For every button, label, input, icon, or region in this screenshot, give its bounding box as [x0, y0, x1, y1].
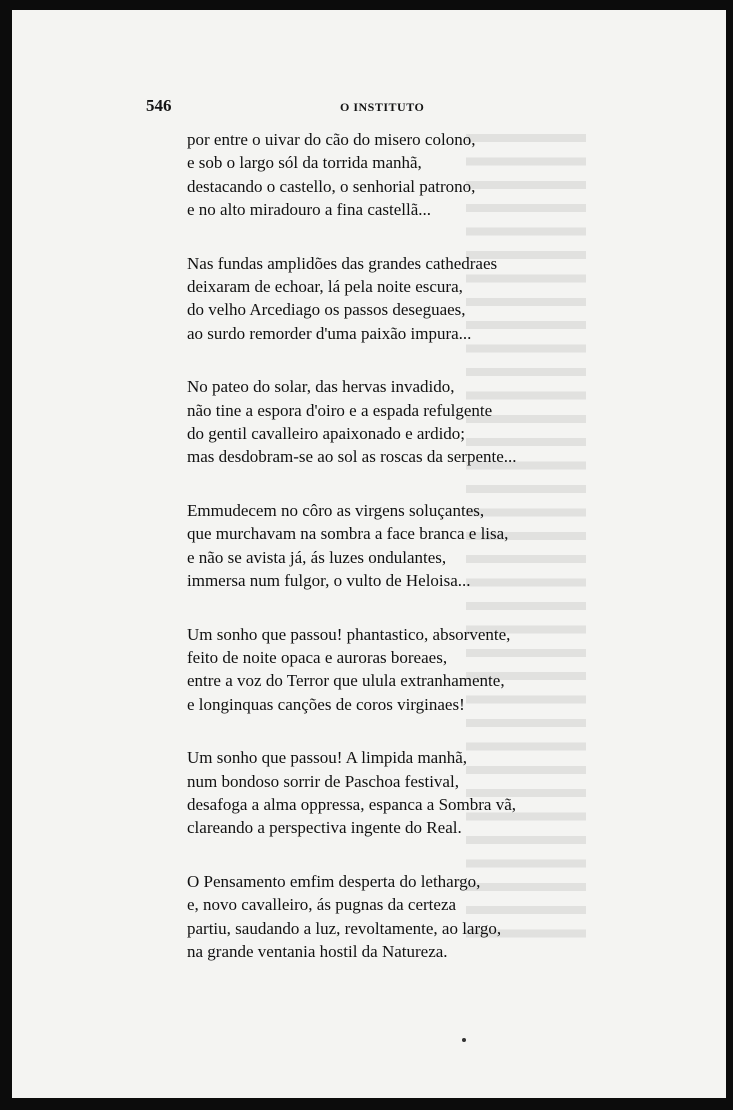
poem-line: feito de noite opaca e auroras boreaes, [187, 647, 448, 667]
poem-line: deixaram de echoar, lá pela noite escura, [187, 277, 463, 297]
stanza [187, 375, 607, 469]
poem-line: que murchavam na sombra a face branca e lisa, [187, 524, 509, 544]
poem-line: na grande ventania hostil da Natureza. [187, 941, 448, 961]
poem-line: entre a voz do Terror que ulula extranhamente, [187, 671, 505, 691]
poem-line: No pateo do solar, das hervas invadido, [187, 377, 455, 397]
stanza [187, 870, 607, 964]
page-header [12, 96, 726, 120]
book-page [12, 10, 726, 1098]
poem-line: immersa num fulgor, o vulto de Heloisa... [187, 571, 471, 591]
page-number: 546 [146, 96, 172, 115]
poem-line: partiu, saudando a luz, revoltamente, ao largo, [187, 918, 502, 938]
poem-line: não tine a espora d'oiro e a espada refulgente [187, 400, 493, 420]
ink-speck [462, 1038, 466, 1042]
poem-line: e sob o largo sól da torrida manhã, [187, 153, 422, 173]
running-title: O INSTITUTO [340, 100, 425, 114]
poem-line: mas desdobram-se ao sol as roscas da serpente... [187, 447, 517, 467]
poem-line: e, novo cavalleiro, ás pugnas da certeza [187, 895, 457, 915]
poem-line: Emmudecem no côro as virgens soluçantes, [187, 500, 485, 520]
poem-line: Um sonho que passou! A limpida manhã, [187, 748, 468, 768]
poem-line: num bondoso sorrir de Paschoa festival, [187, 771, 459, 791]
poem-line: desafoga a alma oppressa, espanca a Sombra vã, [187, 794, 517, 814]
stanza [187, 499, 607, 593]
stanza [187, 252, 607, 346]
poem-line: O Pensamento emfim desperta do lethargo, [187, 871, 481, 891]
poem-line: e longinquas canções de coros virginaes! [187, 694, 465, 714]
poem-line: Nas fundas amplidões das grandes cathedraes [187, 253, 498, 273]
poem-line: clareando a perspectiva ingente do Real. [187, 818, 462, 838]
poem-line: ao surdo remorder d'uma paixão impura... [187, 323, 472, 343]
poem-line: Um sonho que passou! phantastico, absorvente, [187, 624, 511, 644]
poem-line: e no alto miradouro a fina castellã... [187, 200, 432, 220]
poem-line: destacando o castello, o senhorial patrono, [187, 176, 476, 196]
poem-line: por entre o uivar do cão do misero colono, [187, 130, 476, 149]
poem-line: do gentil cavalleiro apaixonado e ardido; [187, 424, 466, 444]
stanza [187, 128, 607, 222]
poem-line: do velho Arcediago os passos deseguaes, [187, 300, 466, 320]
poem-line: e não se avista já, ás luzes ondulantes, [187, 547, 447, 567]
stanza [187, 623, 607, 717]
poem [187, 128, 607, 993]
stanza [187, 746, 607, 840]
